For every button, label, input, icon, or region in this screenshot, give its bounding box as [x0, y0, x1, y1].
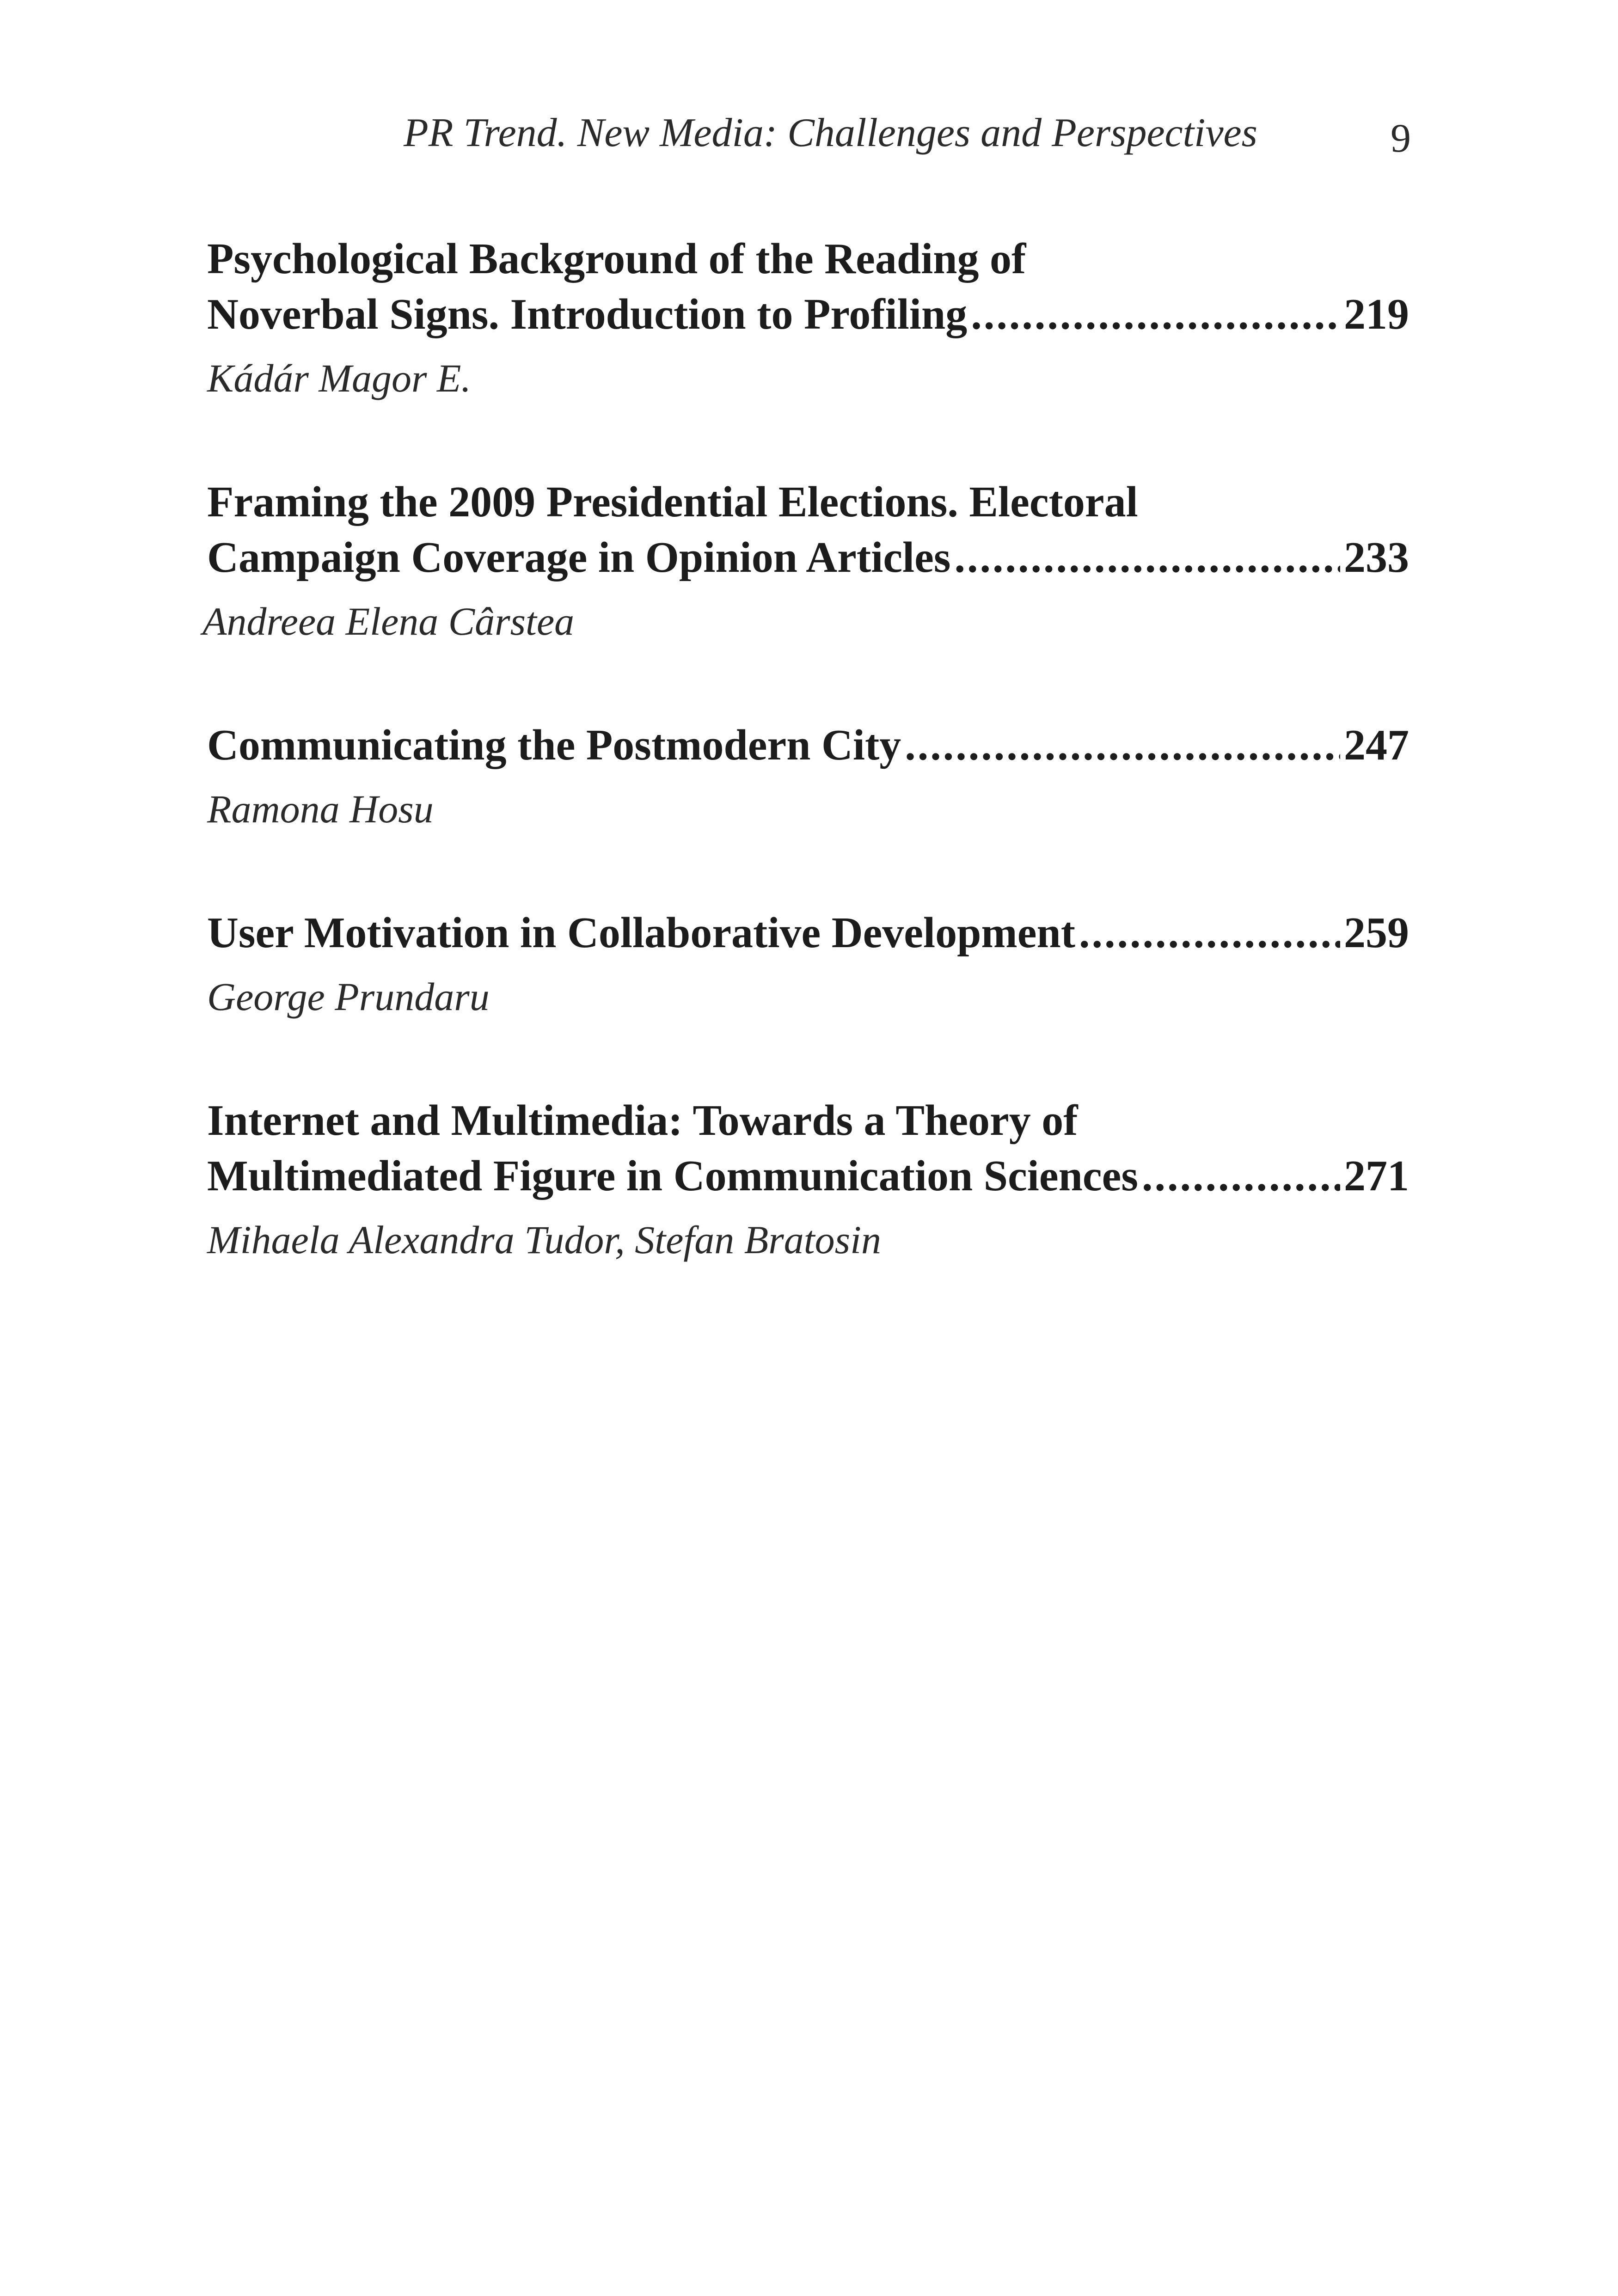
toc-entry-title-line [207, 1093, 1409, 1148]
toc-entry-title: Internet and Multimedia: Towards a Theory of [207, 1096, 1078, 1145]
toc-entry-authors: Ramona Hosu [207, 787, 434, 831]
toc-entry [207, 905, 1409, 1022]
toc-entry-title-line [207, 287, 1409, 342]
toc-entry [207, 1093, 1409, 1266]
toc-entry [202, 474, 1409, 647]
toc-entry-page: 247 [1344, 721, 1409, 769]
toc-entry-title-line [207, 905, 1409, 961]
toc-entry-page: 271 [1344, 1152, 1409, 1200]
toc-entry-authors: Andreea Elena Cârstea [202, 599, 575, 643]
dot-leader [1079, 905, 1340, 961]
toc-entry-title-line [207, 231, 1409, 287]
toc-entry-title-line [207, 717, 1409, 773]
toc-entry-page: 259 [1344, 909, 1409, 957]
toc-entry-authors: Mihaela Alexandra Tudor, Stefan Bratosin [207, 1218, 882, 1262]
toc-entry-title-line [207, 530, 1409, 585]
dot-leader [971, 287, 1340, 342]
toc-entry-title: Noverbal Signs. Introduction to Profiling [207, 290, 968, 338]
toc-entry-authors: George Prundaru [207, 974, 490, 1019]
running-header: PR Trend. New Media: Challenges and Perspectives [404, 110, 1257, 155]
toc-entry-authors: Kádár Magor E. [207, 356, 471, 400]
toc-entry-title: User Motivation in Collaborative Development [207, 909, 1076, 957]
table-of-contents [202, 231, 1409, 1336]
toc-entry-title-line [207, 1148, 1409, 1204]
toc-entry-title-line [207, 474, 1409, 530]
toc-entry-title: Multimediated Figure in Communication Sciences [207, 1152, 1138, 1200]
toc-entry-title: Communicating the Postmodern City [207, 721, 901, 769]
toc-entry-page: 219 [1344, 290, 1409, 338]
page-number: 9 [1391, 116, 1411, 161]
dot-leader [905, 717, 1340, 773]
dot-leader [1142, 1148, 1340, 1204]
toc-entry-page: 233 [1344, 533, 1409, 582]
toc-entry [207, 717, 1409, 835]
toc-entry-title: Psychological Background of the Reading of [207, 235, 1026, 283]
toc-entry [207, 231, 1409, 404]
toc-entry-title: Campaign Coverage in Opinion Articles [207, 533, 951, 582]
toc-entry-title: Framing the 2009 Presidential Elections. Electoral [207, 478, 1138, 526]
dot-leader [954, 530, 1340, 585]
